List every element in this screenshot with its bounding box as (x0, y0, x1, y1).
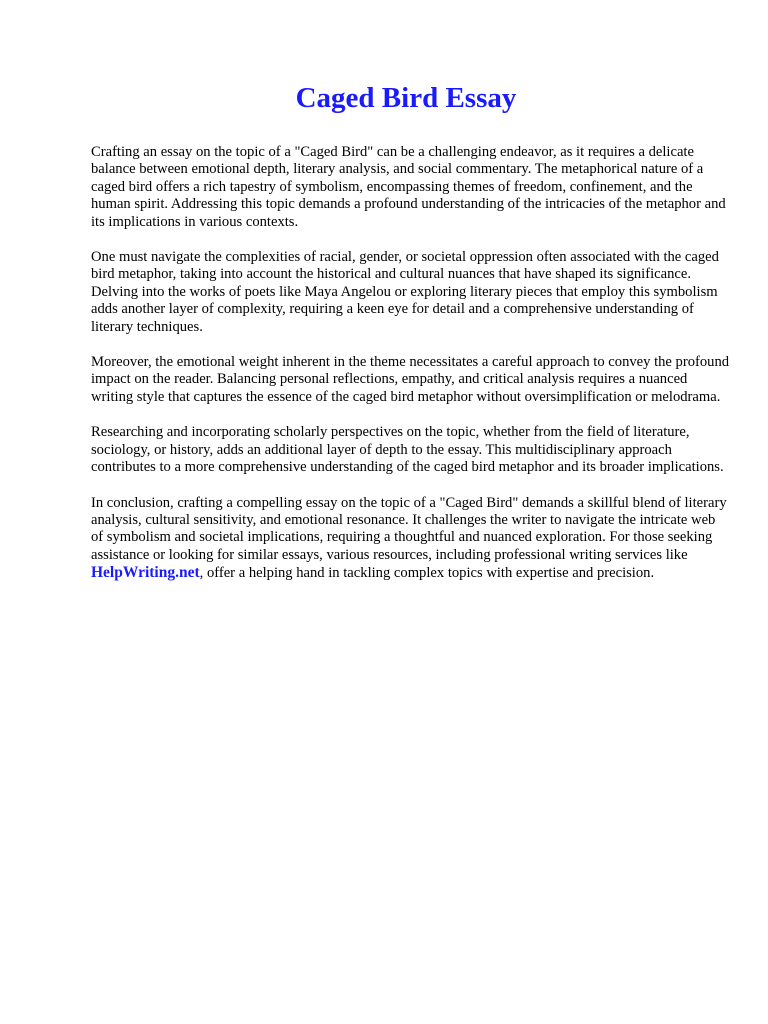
document-title: Caged Bird Essay (295, 82, 517, 114)
paragraph-2: One must navigate the complexities of racial, gender, or societal oppression often associated with the caged bird metaphor, taking into account the historical and cultural nuances that have shaped its significance. Delving into the works of poets like Maya Angelou or exploring literary pieces that employ this symbolism adds another layer of complexity, requiring a keen eye for detail and a comprehensive understanding of literary techniques. (91, 249, 719, 335)
conclusion-text-before-link: In conclusion, crafting a compelling essay on the topic of a "Caged Bird" demands a skillful blend of literary analysis, cultural sensitivity, and emotional resonance. It challenges the writer to navigate the intricate web of symbolism and societal implications, requiring a thoughtful and nuanced exploration. For those seeking assistance or looking for similar essays, various resources, including professional writing services like (91, 494, 727, 563)
helpwriting-link[interactable]: HelpWriting.net (91, 564, 200, 582)
paragraph-4: Researching and incorporating scholarly perspectives on the topic, whether from the field of literature, sociology, or history, adds an additional layer of depth to the essay. This multidisciplinary approach contributes to a more comprehensive understanding of the caged bird metaphor and its broader implications. (91, 424, 724, 476)
paragraph-1: Crafting an essay on the topic of a "Caged Bird" can be a challenging endeavor, as it requires a delicate balance between emotional depth, literary analysis, and social commentary. The metaphorical nature of a caged bird offers a rich tapestry of symbolism, encompassing themes of freedom, confinement, and the human spirit. Addressing this topic demands a profound understanding of the intricacies of the metaphor and its implications in various contexts. (91, 144, 726, 230)
document-body (91, 144, 731, 601)
conclusion-text-after-link: , offer a helping hand in tackling complex topics with expertise and precision. (199, 565, 655, 582)
paragraph-3: Moreover, the emotional weight inherent in the theme necessitates a careful approach to convey the profound impact on the reader. Balancing personal reflections, empathy, and critical analysis requires a nuanced writing style that captures the essence of the caged bird metaphor without oversimplification or melodrama. (91, 354, 730, 405)
paragraph-conclusion (91, 495, 731, 583)
